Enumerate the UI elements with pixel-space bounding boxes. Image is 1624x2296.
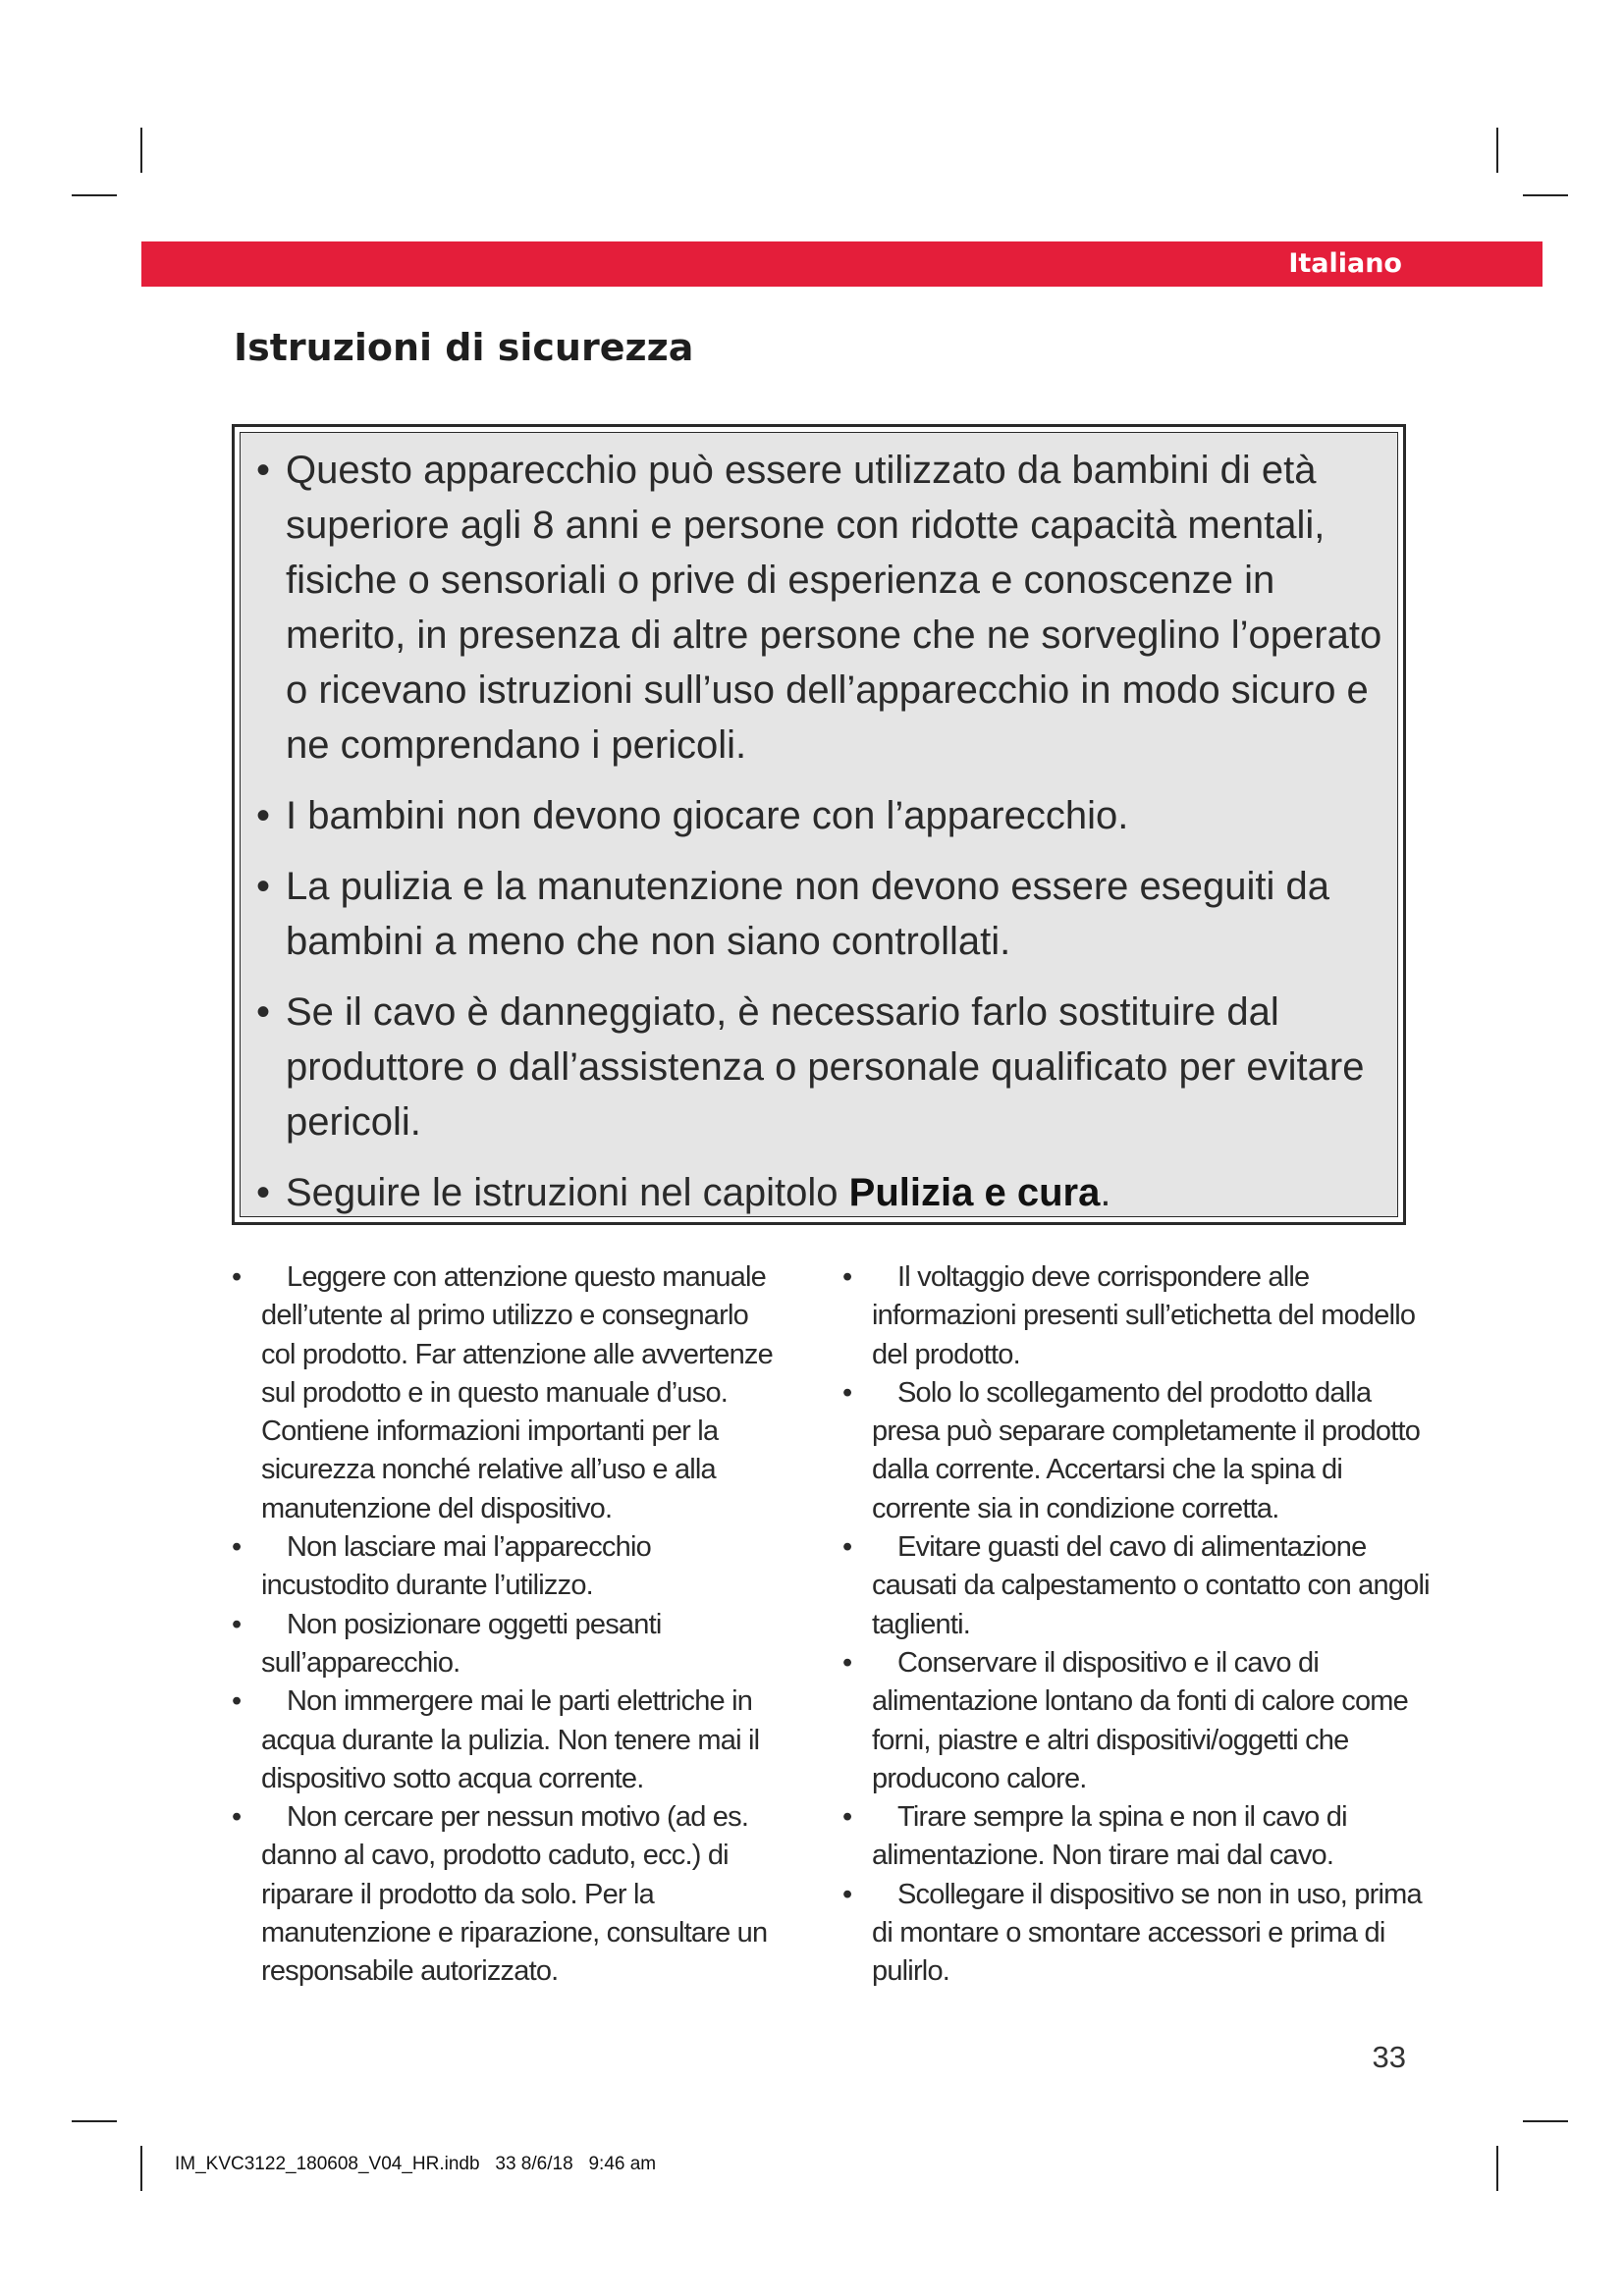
list-item-text: Conservare il dispositivo e il cavo di alimentazione lontano da fonti di calore come forni, piastre e altri dispositivi/oggetti che producono calore. [872,1646,1408,1794]
list-item [232,1606,782,1683]
warning-item [252,859,1383,969]
warning-item [252,788,1383,843]
bullet-icon: • [232,1531,242,1564]
warning-suffix: . [1100,1171,1111,1214]
page-title: Istruzioni di sicurezza [234,326,694,369]
warning-item [252,443,1383,773]
bullet-icon: • [256,990,271,1034]
bullet-icon: • [232,1261,242,1293]
list-item [842,1644,1432,1798]
language-label: Italiano [1288,248,1402,279]
language-bar [141,241,1543,287]
warning-box-inner [240,432,1398,1217]
warning-text: Seguire le istruzioni nel capitolo [286,1171,849,1214]
crop-mark [1523,194,1568,196]
bullet-icon: • [842,1376,852,1409]
list-item [232,1528,782,1606]
crop-mark [140,128,142,173]
crop-mark [1496,128,1498,173]
bullet-icon: • [256,1171,271,1214]
warning-box [232,424,1406,1225]
bullet-icon: • [232,1608,242,1640]
bullet-icon: • [842,1261,852,1293]
bullet-icon: • [842,1878,852,1910]
bullet-icon: • [232,1801,242,1834]
crop-mark [72,194,117,196]
list-item [842,1258,1432,1374]
warning-text: Se il cavo è danneggiato, è necessario farlo sostituire dal produttore o dall’assistenza o personale qualificato per evitare pericoli. [286,990,1365,1144]
chapter-reference: Pulizia e cura [848,1171,1101,1214]
right-column [842,1258,1432,1992]
list-item [842,1876,1432,1992]
list-item-text: Evitare guasti del cavo di alimentazione causati da calpestamento o contatto con angoli taglienti. [872,1531,1430,1640]
bullet-icon: • [842,1801,852,1834]
bullet-icon: • [232,1685,242,1718]
warning-item [252,1165,1383,1220]
crop-mark [140,2146,142,2191]
list-item [232,1682,782,1798]
print-footer: IM_KVC3122_180608_V04_HR.indb 33 8/6/18 9:46 am [175,2154,657,2174]
list-item [232,1798,782,1991]
list-item-text: Non immergere mai le parti elettriche in acqua durante la pulizia. Non tenere mai il dispositivo sotto acqua corrente. [261,1685,760,1794]
crop-mark [1496,2146,1498,2191]
warning-item [252,985,1383,1149]
list-item-text: Scollegare il dispositivo se non in uso, prima di montare o smontare accessori e prima di pulirlo. [872,1878,1422,1988]
list-item-text: Tirare sempre la spina e non il cavo di alimentazione. Non tirare mai dal cavo. [872,1801,1347,1872]
warning-text: La pulizia e la manutenzione non devono essere eseguiti da bambini a meno che non siano controllati. [286,865,1329,963]
list-item-text: Leggere con attenzione questo manuale dell’utente al primo utilizzo e consegnarlo col prodotto. Far attenzione alle avvertenze sul prodotto e in questo manuale d’uso. Contiene informazioni importanti per la sicurezza nonché relative all’uso e alla manutenzione del dispositivo. [261,1261,773,1524]
list-item-text: Non lasciare mai l’apparecchio incustodito durante l’utilizzo. [261,1531,651,1602]
left-column [232,1258,782,1992]
list-item-text: Il voltaggio deve corrispondere alle informazioni presenti sull’etichetta del modello del prodotto. [872,1261,1416,1370]
list-item [842,1374,1432,1528]
bullet-icon: • [256,865,271,908]
crop-mark [72,2120,117,2122]
bullet-icon: • [842,1531,852,1564]
list-item [842,1798,1432,1876]
bullet-icon: • [256,794,271,837]
warning-text: I bambini non devono giocare con l’apparecchio. [286,794,1129,837]
list-item [232,1258,782,1528]
page-number: 33 [1372,2040,1406,2074]
list-item-text: Non cercare per nessun motivo (ad es. danno al cavo, prodotto caduto, ecc.) di riparare il prodotto da solo. Per la manutenzione e riparazione, consultare un responsabile autorizzato. [261,1801,768,1988]
list-item [842,1528,1432,1644]
warning-text: Questo apparecchio può essere utilizzato da bambini di età superiore agli 8 anni e persone con ridotte capacità mentali, fisiche o sensoriali o prive di esperienza e conoscenze in merito, in presenza di altre persone che ne sorveglino l’operato o ricevano istruzioni sull’uso dell’apparecchio in modo sicuro e ne comprendano i pericoli. [286,449,1382,767]
list-item-text: Solo lo scollegamento del prodotto dalla presa può separare completamente il prodotto dalla corrente. Accertarsi che la spina di corrente sia in condizione corretta. [872,1376,1421,1524]
list-item-text: Non posizionare oggetti pesanti sull’apparecchio. [261,1608,662,1679]
bullet-icon: • [256,449,271,492]
bullet-icon: • [842,1646,852,1679]
crop-mark [1523,2120,1568,2122]
